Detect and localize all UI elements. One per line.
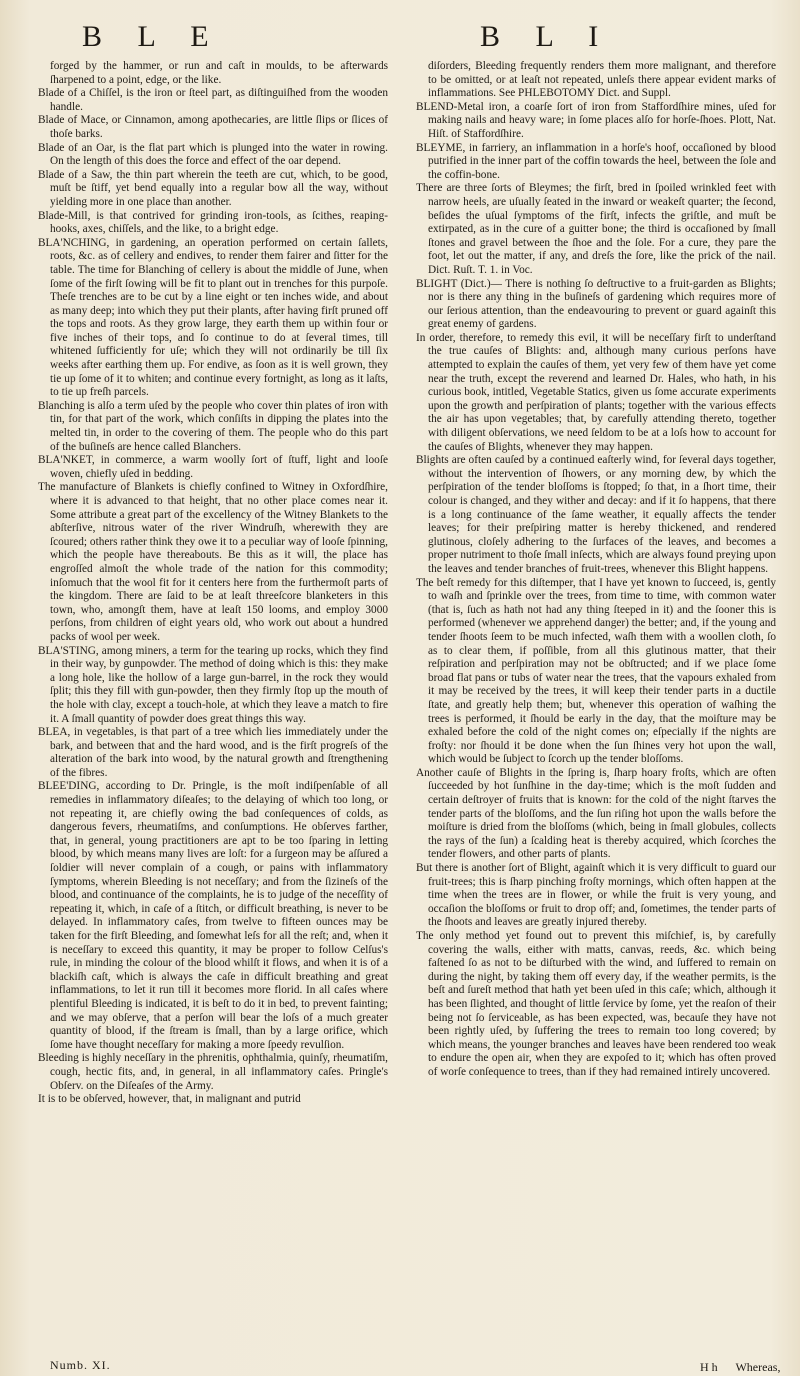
paragraph-blight-remedy: The beſt remedy for this diſtemper, that I have yet known to ſucceed, is, gently to waſh and ſprinkle over the trees, from time to time, with common water (that is, ſuch as hath not had any thing ſteeped in it) and the ſooner this is performed (whenever we apprehend danger) the better; and, if the young and tender ſhoots ſeem to be much infected, waſh them with a woollen cloth, ſo as to clear them, if poſſible, from all this glutinous matter, that their reſpiration and perſpiration may not be obſtructed; and if we place ſome broad flat pans or tubs of water near the trees, that the vapours exhaled from it may be received by the trees, it will keep their tender parts in a ductile ſtate, and greatly help them; but, whenever this operation of waſhing the trees is performed, it ſhould be early in the day, that the moiſture may be exhaled before the cold of the night comes on; eſpecially if the nights are froſty: nor ſhould it be done when the ſun ſhines very hot upon the wall, which would be ſubject to ſcorch up the tender bloſſoms. [416,576,776,766]
paragraph-bleeding-observed: It is to be obſerved, however, that, in malignant and putrid [38,1093,301,1106]
paragraph-blight-causes: In order, therefore, to remedy this evil, it will be neceſſary firſt to underſtand the true cauſes of Blights: and, although many curious perſons have attempted to explain the cauſes of them, yet very few of them have yet come near the truth, except the reverend and learned Dr. Hales, who hath, in his curious book, intitled, Vegetable Statics, given us ſome accurate experiments upon the growth and perſpiration of plants; together with the various effects the air has upon vegetables; that, by carefully attending thereto, together with diligent obſervations, we need ſeldom to be at a loſs how to account for the cauſes of Blights, whenever they may happen. [416,331,776,453]
entry-blea: BLEA, in vegetables, is that part of a tree which lies immediately under the bark, and between that and the hard wood, and is the firſt progreſs of the alteration of the bark into wood, by the natural growth and ſtrengthening of the fibres. [38,726,388,779]
running-head [0,14,800,54]
entry-blanket: BLA'NKET, in commerce, a warm woolly ſort of ſtuff, light and looſe woven, chiefly uſed in bedding. [38,454,388,480]
paragraph-bleyme-sorts: There are three ſorts of Bleymes; the firſt, bred in ſpoiled wrinkled feet with narrow heels, are uſually ſeated in the inward or weakeſt quarter; the ſecond, beſides the uſual ſymptoms of the firſt, infects the griſtle, and muſt be extirpated, as in the cure of a guitter bone; the third is occaſioned by ſmall ſtones and gravel between the ſhoe and the ſole. For a cure, they pare the foot, let out the matter, if any, and dreſs the ſore, like the prick of the nail. Dict. Ruſt. T. 1. in Voc. [416,182,776,276]
paragraph: forged by the hammer, or run and caſt in moulds, to be afterwards ſharpened to a point, edge, or the like. [50,60,388,86]
running-head-right: B L I [480,20,613,53]
paragraph-blight-easterly: Blights are often cauſed by a continued eaſterly wind, for ſeveral days together, without the intervention of ſhowers, or any morning dew, by which the perſpiration of the tender bloſſoms is ſtopped; ſo that, in a ſhort time, their colour is changed, and they wither and decay: and if it ſo happens, that there is a long continuance of the ſame weather, it equally affects the tender leaves; for their preſpiring matter is hereby thickened, and rendered glutinous, cloſely adhering to the ſurfaces of the leaves, and becomes a proper nutriment to thoſe ſmall inſects, which are always found preying upon the leaves and tender branches of fruit-trees, whenever this Blight happens. [416,454,776,575]
entry-blade-chissel: Blade of a Chiſſel, is the iron or ſteel part, as diſtinguiſhed from the wooden handle. [38,87,388,113]
entry-blade-oar: Blade of an Oar, is the flat part which is plunged into the water in rowing. On the length of this does the force and effect of the oar depend. [38,141,388,168]
catchword: Whereas, [735,1360,781,1374]
entry-blade-mill: Blade-Mill, is that contrived for grinding iron-tools, as ſcithes, reaping-hooks, axes, chiſſels, and the like, to a bright edge. [38,209,388,236]
entry-blanching: BLA'NCHING, in gardening, an operation performed on certain ſallets, roots, &c. as of cellery and endives, to render them fairer and ſitter for the table. The time for Blanching of cellery is about the middle of June, when ſome of the firſt ſowing will be fit to plant out in trenches for this purpoſe. Theſe trenches are to be cut by a line eight or ten inches wide, and about as many deep; into which they put their plants, after having firſt pruned off the tops and roots. As they grow large, they earth them up within four or five inches of their tops, and ſo continue to do at ſeveral times, till whitened ſufficiently for uſe; which they will not ordinarily be till ſix weeks after earthing them up. For endive, as ſoon as it is well grown, they tie up ſome of it to whiten; and continue every fortnight, as long as it laſts, to tie up freſh parcels. [38,236,388,399]
entry-blade-saw: Blade of a Saw, the thin part wherein the teeth are cut, which, to be good, muſt be ſtiff, yet bend equally into a regular bow all the way, without yielding more in one place than another. [38,168,388,208]
catchword-line [700,1360,780,1375]
paragraph-blight-frosts: Another cauſe of Blights in the ſpring is, ſharp hoary froſts, which are often ſucceeded by hot ſunſhine in the day-time; which is the moſt ſudden and certain deſtroyer of fruits that is known: for the cold of the night ſtarves the tender parts of the bloſſoms, and the ſun riſing hot upon the walls before the moiſture is dried from the bloſſoms (which, being in ſmall globules, collects the rays of the ſun) a ſcalding heat is thereby acquired, which ſcorches the tender flowers, and other parts of plants. [416,766,776,861]
entry-blend-metal: BLEND-Metal iron, a coarſe ſort of iron from Staffordſhire mines, uſed for making nails and heavy ware; in ſome places alſo for horſe-ſhoes. Plott, Nat. Hiſt. of Staffordſhire. [416,100,776,140]
paragraph-blight-method: The only method yet found out to prevent this miſchief, is, by carefully covering the walls, either with matts, canvas, reeds, &c. which being faſtened ſo as not to be diſturbed with the wind, and ſuffered to remain on during the night, by taking them off every day, if the weather permits, is the beſt and ſureſt method that hath yet been uſed in this caſe; which, although it has been ſlighted, and thought of little ſervice by ſome, yet the reaſon of their being not ſo ſerviceable, as has been expected, was, becauſe they have not been rightly uſed, by ſuffering the trees to remain too long covered; by which means, the younger branches and leaves have been rendered too weak to endure the open air, when they are expoſed to it; which has often proved of worſe conſequence to trees, than if they had remained intirely uncovered. [416,930,776,1078]
entry-blanching-tin: Blanching is alſo a term uſed by the people who cover thin plates of iron with tin, for that part of the work, which conſiſts in dipping the plates into the melted tin, in order to the covering of them. The people who do this part of the buſineſs are hence called Blanchers. [38,399,388,453]
entry-blight: BLIGHT (Dict.)— There is nothing ſo deſtructive to a fruit-garden as Blights; nor is there any thing in the buſineſs of gardening which requires more of our ſerious attention, than the endeavouring to prevent or guard againſt this great enemy of gardens. [416,277,776,331]
left-column [38,60,388,1360]
entry-bleeding: BLEE'DING, according to Dr. Pringle, is the moſt indiſpenſable of all remedies in inflammatory diſeaſes; to the delaying of which too long, or not repeating it, are chiefly owing the bad conſequences of colds, as dangerous fevers, rheumatiſms, and conſumptions. He obſerves farther, that, in general, young practitioners are apt to be too ſparing in letting blood, by which means many lives are loſt: for a ſurgeon may be aſſured a ſoldier will never complain of a cough, or pains with inflammatory ſymptoms, wherein Bleeding is not neceſſary; and from the ſizineſs of the blood, and continuance of the complaints, he is to judge of the neceſſity of repeating it, which, in caſe of a ſtitch, or difficult breathing, is never to be delayed. In inflammatory caſes, from twelve to fifteen ounces may be taken for the firſt Bleeding, and ſomewhat leſs for all the reſt; and, when it is neceſſary to exceed this quantity, it may be proper to follow Celſus's rule, in minding the colour of the blood whilſt it flows, and when it is of a blackiſh caſt, which is always the caſe in difficult breathing and great inflammations, to let it run till it becomes more florid. In all caſes where plentiful Bleeding is indicated, it is beſt to do it in bed, to prevent fainting; and we may obſerve, that a perſon will bear the loſs of a much greater quantity of blood, if the ſtream is ſmall, than by a large orifice, which ſome have thought neceſſary for making a more ſpeedy revulſion. [38,780,388,1051]
paragraph-bleeding-necessary: Bleeding is highly neceſſary in the phrenitis, ophthalmia, quinſy, rheumatiſm, cough, hectic fits, and, in general, in all inflammatory caſes. Pringle's Obſerv. on the Diſeaſes of the Army. [38,1052,388,1092]
paragraph-blanket-manufacture: The manufacture of Blankets is chiefly confined to Witney in Oxfordſhire, where it is advanced to that height, that no other place comes near it. Some attribute a great part of the excellency of the Witney Blankets to the abſterſive, nitrous water of the river Windruſh, wherewith they are ſcoured; others rather think they owe it to a peculiar way of looſe ſpinning, which the people have thereabouts. Be this as it will, the place has engroſſed almoſt the whole trade of the nation for this commodity; inſomuch that the wool fit for it centers here from the furthermoſt parts of the kingdom. There are ſaid to be at leaſt threeſcore blanketers in this town, who, amongſt them, have at leaſt 150 looms, and employ 3000 perſons, from children of eight years old, who work out about a hundred packs of wool per week. [38,481,388,643]
entry-bleyme: BLEYME, in farriery, an inflammation in a horſe's hoof, occaſioned by blood putrified in the inner part of the coffin towards the heel, between the ſole and the coffin-bone. [416,141,776,181]
right-column [416,60,776,1360]
paragraph: diſorders, Bleeding frequently renders them more malignant, and therefore to be omitted, or at leaſt not repeated, unleſs there appear evident marks of inflammations. See PHLEBOTOMY Dict. and Suppl. [428,60,776,100]
entry-blasting: BLA'STING, among miners, a term for the tearing up rocks, which they find in their way, by gunpowder. The method of doing which is this: they make a long hole, like the hollow of a large gun-barrel, in the rock they would ſplit; this they fill with gun-powder, then they firmly ſtop up the mouth of the hole with clay, except a touch-hole, at which they leave a match to fire it. A ſmall quantity of powder does great things this way. [38,644,388,725]
signature-right: H h [700,1360,718,1374]
running-head-left: B L E [82,20,223,53]
paragraph-blight-another: But there is another ſort of Blight, againſt which it is very difficult to guard our fruit-trees; this is ſharp pinching froſty mornings, which often happen at the time when the trees are in flower, or while the fruit is very young, and occaſion the bloſſoms or fruit to drop off; and, ſometimes, the tender parts of the ſhoots and leaves are greatly injured thereby. [416,862,776,929]
signature-mark: Numb. XI. [50,1358,111,1372]
entry-blade-mace: Blade of Mace, or Cinnamon, among apothecaries, are little ſlips or ſlices of thoſe barks. [38,114,388,140]
